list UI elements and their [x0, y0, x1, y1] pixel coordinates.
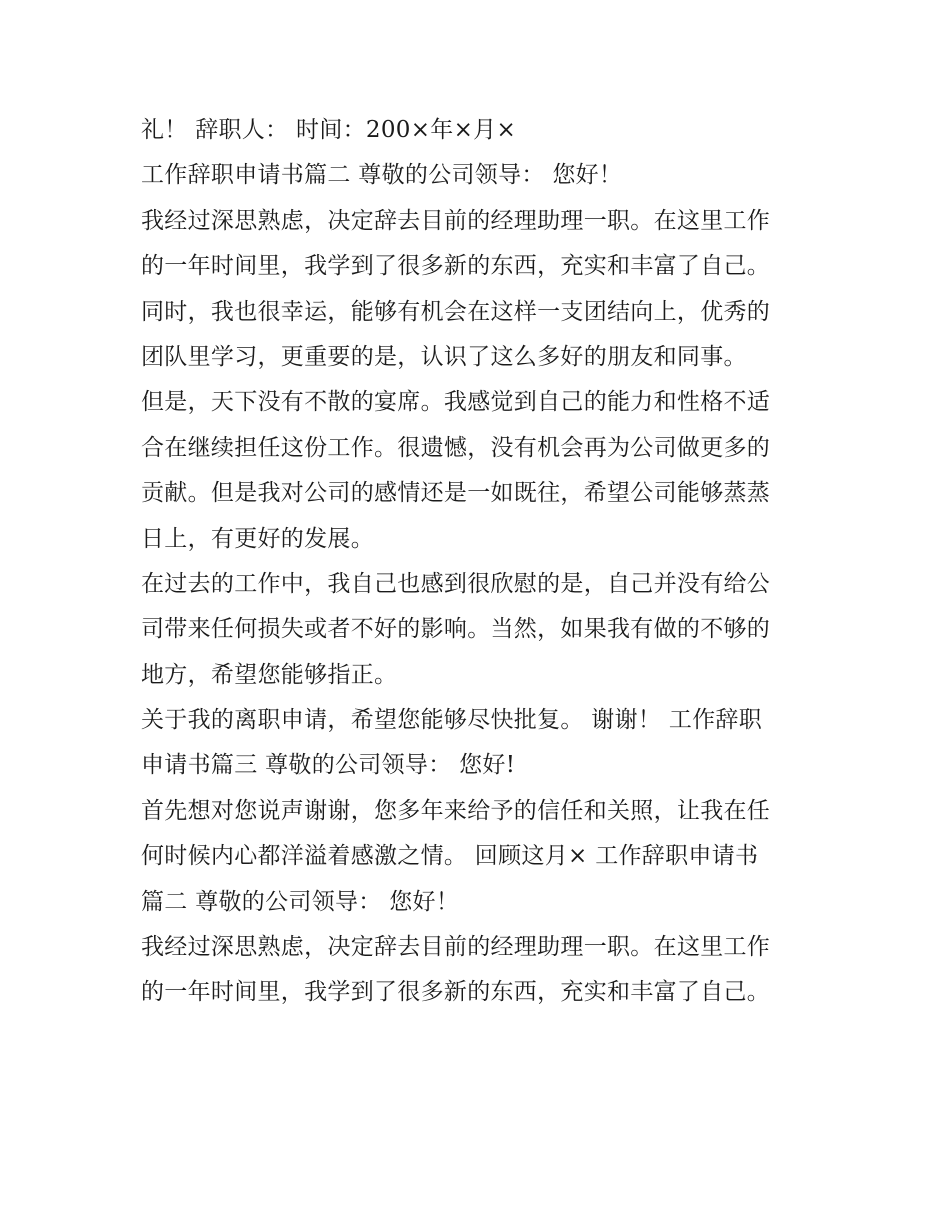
text-line: 日上，有更好的发展。	[141, 525, 374, 552]
document-body	[141, 108, 821, 1016]
text-line: 首先想对您说声谢谢，您多年来给予的信任和关照，让我在任	[141, 797, 771, 824]
text-line: 地方，希望您能够指正。	[141, 661, 398, 688]
text-line: 的一年时间里，我学到了很多新的东西，充实和丰富了自己。	[141, 979, 771, 1006]
text-line: 我经过深思熟虑，决定辞去目前的经理助理一职。在这里工作	[141, 934, 771, 961]
text-line: 但是，天下没有不散的宴席。我感觉到自己的能力和性格不适	[141, 389, 771, 416]
text-line: 申请书篇三 尊敬的公司领导： 您好!	[141, 752, 516, 779]
text-line: 在过去的工作中，我自己也感到很欣慰的是，自己并没有给公	[141, 570, 771, 597]
text-line: 团队里学习，更重要的是，认识了这么多好的朋友和同事。	[141, 343, 747, 370]
text-line: 篇二 尊敬的公司领导： 您好！	[141, 888, 460, 915]
text-line: 工作辞职申请书篇二 尊敬的公司领导： 您好！	[141, 162, 623, 189]
text-line: 司带来任何损失或者不好的影响。当然，如果我有做的不够的	[141, 616, 771, 643]
text-line: 礼！ 辞职人： 时间：200×年×月×	[141, 117, 517, 143]
text-line: 我经过深思熟虑，决定辞去目前的经理助理一职。在这里工作	[141, 207, 771, 234]
text-line: 合在继续担任这份工作。很遗憾，没有机会再为公司做更多的	[141, 434, 771, 461]
text-line: 关于我的离职申请，希望您能够尽快批复。 谢谢！ 工作辞职	[141, 707, 763, 734]
text-line: 的一年时间里，我学到了很多新的东西，充实和丰富了自己。	[141, 253, 771, 280]
text-line: 同时，我也很幸运，能够有机会在这样一支团结向上，优秀的	[141, 298, 771, 325]
text-line: 何时候内心都洋溢着感激之情。 回顾这月× 工作辞职申请书	[141, 843, 759, 870]
text-line: 贡献。但是我对公司的感情还是一如既往，希望公司能够蒸蒸	[141, 480, 771, 507]
